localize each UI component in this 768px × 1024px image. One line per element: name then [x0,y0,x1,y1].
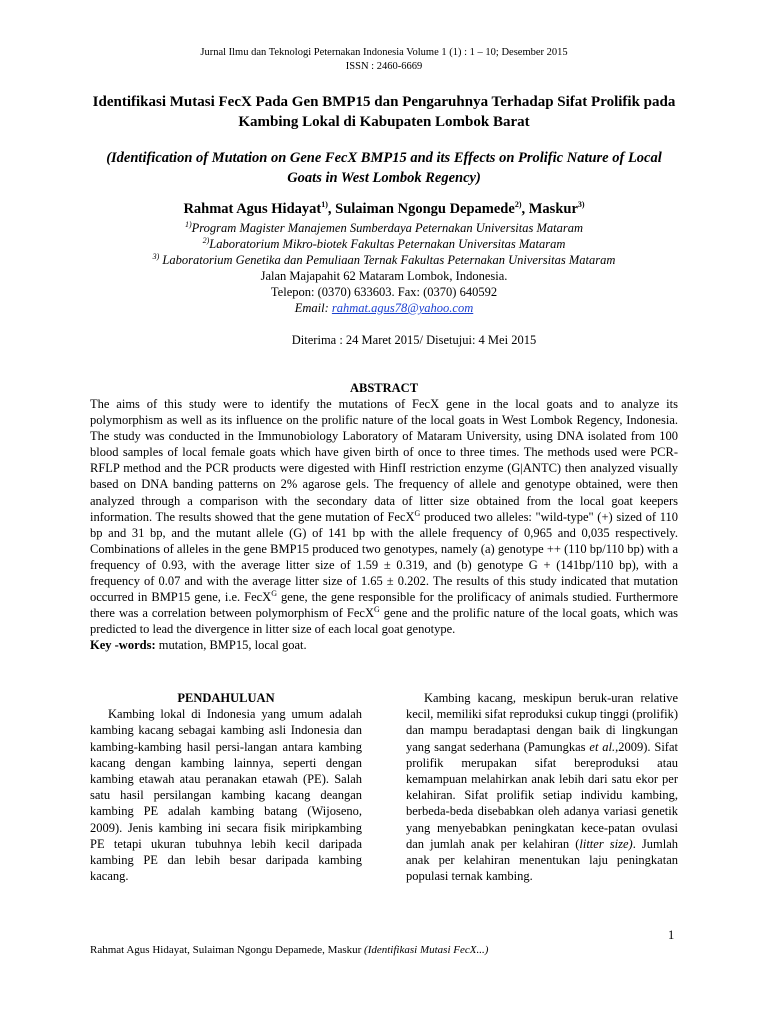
page-footer [90,943,488,957]
keywords [90,637,678,653]
affiliation-2 [0,236,768,253]
affiliation-2-text: Laboratorium Mikro-biotek Fakultas Peternakan Universitas Mataram [209,237,566,251]
keywords-text: mutation, BMP15, local goat. [155,638,307,653]
abstract-text-1: The aims of this study were to identify the mutations of FecX gene in the local goats and to analyze its polymorphism as well as its influence on the prolific nature of the local goats in West Lombok Regency, Indonesia. The study was conducted in the Immunobiology Laboratory of Mataram University, using DNA isolated from 100 blood samples of local female goats which have given birth of once to three times. The methods used were PCR-RFLP method and the PCR products were digested with HinfI restriction enzyme (G|ANTC) then analyzed visually based on DNA banding patterns on 2% agarose gels. The frequency of allele and genotype obtained, were then analyzed through a comparison with the secondary data of litter size obtained from the local goat keepers information. The results showed that the gene mutation of FecX [90,397,678,524]
keywords-label: Key -words: [90,638,156,653]
affiliation-3-text: Laboratorium Genetika dan Pemuliaan Ternak Fakultas Peternakan Universitas Mataram [159,253,616,267]
abstract-text-4: gene and the prolific nature of the local goats, which was predicted to lead the divergence in litter size of each local goat genotype. [90,606,678,637]
title-line-2: Kambing Lokal di Kabupaten Lombok Barat [238,114,530,130]
affiliation-1 [0,220,768,237]
author-3: , Maskur [521,201,578,217]
author-2-sup: 2) [514,200,522,210]
journal-header [0,46,768,74]
subtitle-line-1: (Identification of Mutation on Gene FecX BMP15 and its Effects on Prolific Nature of Local [106,150,662,166]
section-heading-pendahuluan: PENDAHULUAN [177,691,275,705]
right-paragraph-1 [406,690,678,884]
author-list [0,200,768,218]
paper-subtitle [60,148,708,188]
issn-line: ISSN : 2460-6669 [345,61,423,72]
title-line-1: Identifikasi Mutasi FecX Pada Gen BMP15 dan Pengaruhnya Terhadap Sifat Prolifik pada [92,94,676,110]
right-text-a: Kambing kacang, meskipun beruk-uran relative kecil, memiliki sifat reproduksi cukup tinggi (prolifik) dan mampu beradaptasi dengan baik di lingkungan yang sangat sederhana (Pamungkas [406,691,678,754]
author-3-sup: 3) [577,200,585,210]
subtitle-line-2: Goats in West Lombok Regency) [287,170,481,186]
footer-authors: Rahmat Agus Hidayat, Sulaiman Ngongu Depamede, Maskur [90,944,365,956]
right-text-c: . Jumlah anak per kelahiran menentukan laju peningkatan populasi ternak kambing. [406,836,678,884]
abstract-sup-2: G [271,588,277,598]
address-phone: Telepon: (0370) 633603. Fax: (0370) 640592 [270,285,498,299]
address-street: Jalan Majapahit 62 Mataram Lombok, Indonesia. [260,269,508,283]
address-email [0,300,768,316]
right-column [406,690,678,884]
abstract-sup-3: G [374,605,380,615]
right-text-b: ,2009). Sifat prolifik merupakan sifat bereproduksi atau kemampuan melahirkan anak lebih dari satu ekor per kelahiran. Sifat prolifik setiap individu kambing, berbeda-beda disebabkan oleh adanya variasi genetik yang menyebabkan peningkatan kece-patan ovulasi dan jumlah anak per kelahiran ( [406,739,678,851]
author-1-sup: 1) [321,200,328,210]
abstract-sup-1: G [414,508,421,518]
abstract-text-3: gene, the gene responsible for the prolificacy of animals studied. Furthermore there was a correlation between polymorphism of FecX [90,590,679,621]
affiliation-2-sup: 2) [202,235,210,245]
affiliation-1-sup: 1) [184,219,192,229]
right-italic-etal: et al. [589,739,616,754]
author-2: , Sulaiman Ngongu Depamede [327,201,515,217]
abstract-body [90,396,678,654]
right-italic-litter: litter size) [579,836,633,851]
page-number: 1 [668,928,675,942]
email-link[interactable]: rahmat.agus78@yahoo.com [331,301,474,315]
left-paragraph-1: Kambing lokal di Indonesia yang umum adalah kambing kacang sebagai kambing asli Indonesia dan kambing-kambing hasil persi-langan antara kambing kacang dengan kambing lainnya, seperti dengan kambing etawah atau peranakan etawah (PE). Salah satu hasil persilangan kambing kacang deangan kambing PE adalah kambing batang (Wijoseno, 2009). Jenis kambing ini secara fisik miripkambing PE tetapi ukuran tubuhnya lebih kecil daripada kambing PE dan lebih besar daripada kambing kacang. [90,707,362,884]
abstract-paragraph [90,396,678,637]
author-1: Rahmat Agus Hidayat [183,201,322,217]
journal-line: Jurnal Ilmu dan Teknologi Peternakan Indonesia Volume 1 (1) : 1 – 10; Desember 2015 [200,47,568,58]
abstract-heading: ABSTRACT [349,381,419,395]
abstract-text-2: produced two alleles: "wild-type" (+) sized of 110 bp and 31 bp, and the mutant allele (G) of 141 bp with the allele frequency of 0,965 and 0,035 respectively. Combinations of alleles in the gene BMP15 produced two genotypes, namely (a) genotype ++ (110 bp/110 bp) with a frequency of 0.93, with the average litter size of 1.59 ± 0.319, and (b) genotype G + (141bp/110 bp), with a frequency of 0.07 and with the average litter size of 1.65 ± 0.202. The results of this study indicated that mutation occurred in BMP15 gene, i.e. FecX [90,509,679,605]
affiliation-1-text: Program Magister Manajemen Sumberdaya Peternakan Universitas Mataram [191,221,584,235]
footer-title: (Identifikasi Mutasi FecX...) [364,944,489,956]
left-column [90,690,362,884]
affiliation-3 [0,252,768,269]
affiliation-3-sup: 3) [152,251,160,261]
email-label: Email: [294,301,332,315]
received-accepted-dates: Diterima : 24 Maret 2015/ Disetujui: 4 Mei 2015 [291,333,537,347]
paper-title [60,92,708,132]
